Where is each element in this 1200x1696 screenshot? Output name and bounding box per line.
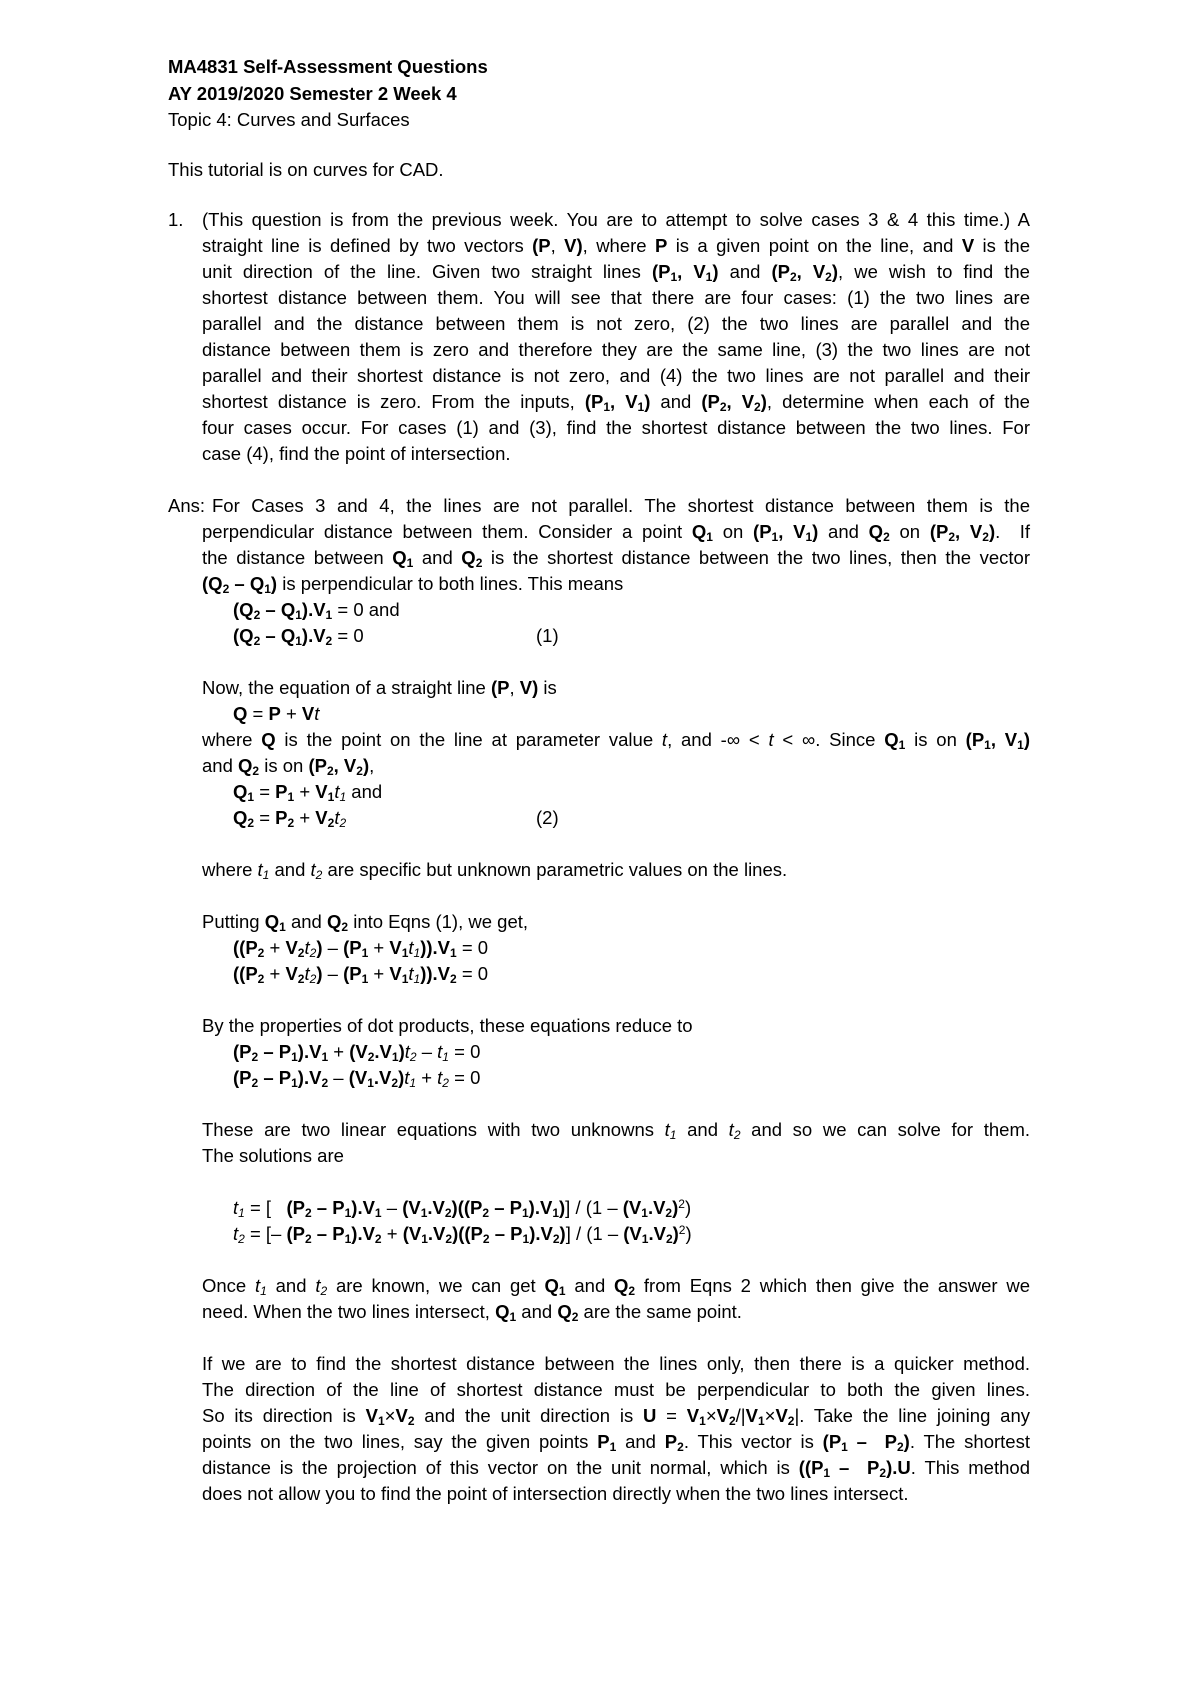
equation-3b: $((P_2 + V_2t_2) - (P_1 + V_1t_1)).V_2 = 0$: [233, 963, 489, 986]
equation-number-2: (2): [536, 807, 559, 828]
topic-line: Topic 4: Curves and Surfaces: [168, 109, 410, 130]
answer-paragraph-5: Putting $Q_1$ and $Q_2$ into Eqns (1), we get,: [202, 911, 529, 934]
answer-line: need. When the two lines intersect, $Q_1$ and $Q_2$ are the same point.: [202, 1301, 742, 1324]
equation-1a: $(Q_2 - Q_1).V_1 = 0$ and: [233, 599, 400, 622]
solution-t2: $t_2$ = [– $(P_2 - P_1).V_2 + (V_1.V_2)((P_2 - P_1).V_2)] / (1 - (V_1.V_2)^2)$: [233, 1223, 692, 1246]
question-line: shortest distance is zero. From the inputs, ($P_1$, $V_1$) and ($P_2$, $V_2$), determine when each of the: [202, 391, 1030, 414]
equation-4a: $(P_2 - P_1).V_1 + (V_2.V_1)t_2 - t_1 = 0$: [233, 1041, 481, 1064]
question-line: straight line is defined by two vectors (P, V), where P is a given point on the line, and V is the: [202, 235, 1031, 256]
question-line: (This question is from the previous week. You are to attempt to solve cases 3 & 4 this time.) A: [202, 209, 1030, 230]
question-line: distance between them is zero and therefore they are the same line, (3) the two lines are not: [202, 339, 1030, 360]
answer-line: If we are to find the shortest distance between the lines only, then there is a quicker method.: [202, 1353, 1030, 1374]
answer-line: So its direction is $V_1\times V_2$ and the unit direction is $U = V_1\times V_2/|V_1\times V_2|$. Take the line joining any: [202, 1405, 1030, 1428]
equation-2b: $Q_2 = P_2 + V_2t_2$: [233, 807, 347, 830]
question-line: parallel and the distance between them is not zero, (2) the two lines are parallel and the: [202, 313, 1030, 334]
answer-line: does not allow you to find the point of intersection directly when the two lines intersect.: [202, 1483, 909, 1504]
course-title: MA4831 Self-Assessment Questions: [168, 56, 488, 77]
answer-line: For Cases 3 and 4, the lines are not parallel. The shortest distance between them is the: [212, 495, 1030, 516]
answer-line: Once $t_1$ and $t_2$ are known, we can get $Q_1$ and $Q_2$ from Eqns 2 which then give the answer we: [202, 1275, 1030, 1298]
equation-2a: $Q_1 = P_1 + V_1t_1$ and: [233, 781, 383, 804]
intro-text: This tutorial is on curves for CAD.: [168, 159, 444, 180]
answer-line: The direction of the line of shortest distance must be perpendicular to both the given lines.: [202, 1379, 1030, 1400]
solution-t1: $t_1$ = [ $(P_2 - P_1).V_1 - (V_1.V_2)((P_2 - P_1).V_1)] / (1 - (V_1.V_2)^2)$: [233, 1197, 692, 1220]
semester-line: AY 2019/2020 Semester 2 Week 4: [168, 83, 457, 104]
question-number: 1.: [168, 209, 184, 230]
answer-paragraph-3: where Q is the point on the line at parameter value t, and -∞ < t < ∞. Since $Q_1$ is on ($P_1$, $V_1$): [202, 729, 1031, 752]
answer-line: the distance between $Q_1$ and $Q_2$ is the shortest distance between the two lines, then the vector: [202, 547, 1030, 570]
answer-paragraph-2: Now, the equation of a straight line (P, V) is: [202, 677, 557, 698]
answer-line: distance is the projection of this vector on the unit normal, which is ($(P_1 - P_2).U$. This method: [202, 1457, 1030, 1480]
answer-paragraph-3-end: and $Q_2$ is on ($P_2$, $V_2$),: [202, 755, 375, 778]
answer-paragraph-7-end: The solutions are: [202, 1145, 344, 1166]
answer-line: points on the two lines, say the given points $P_1$ and $P_2$. This vector is $(P_1 - P_2)$. The shortest: [202, 1431, 1030, 1454]
answer-line: $(Q_2 - Q_1)$ is perpendicular to both lines. This means: [202, 573, 624, 596]
answer-paragraph-6: By the properties of dot products, these equations reduce to: [202, 1015, 693, 1036]
equation-4b: $(P_2 - P_1).V_2 - (V_1.V_2)t_1 + t_2 = 0$: [233, 1067, 481, 1090]
question-line: unit direction of the line. Given two straight lines ($P_1$, $V_1$) and ($P_2$, $V_2$), we wish to find the: [202, 261, 1030, 284]
equation-1b: $(Q_2 - Q_1).V_2 = 0$: [233, 625, 364, 648]
equation-3a: $((P_2 + V_2t_2) - (P_1 + V_1t_1)).V_1 = 0$: [233, 937, 489, 960]
question-line: parallel and their shortest distance is not zero, and (4) the two lines are not parallel and their: [202, 365, 1030, 386]
question-line: shortest distance between them. You will see that there are four cases: (1) the two lines are: [202, 287, 1030, 308]
answer-paragraph-4: where $t_1$ and $t_2$ are specific but unknown parametric values on the lines.: [202, 859, 788, 882]
answer-label: Ans:: [168, 495, 206, 516]
equation-line: Q = P + Vt: [233, 703, 320, 724]
equation-number-1: (1): [536, 625, 559, 646]
question-line: four cases occur. For cases (1) and (3), find the shortest distance between the two lines. For: [202, 417, 1030, 438]
question-line: case (4), find the point of intersection.: [202, 443, 511, 464]
answer-line: perpendicular distance between them. Consider a point $Q_1$ on ($P_1$, $V_1$) and $Q_2$ on ($P_2$, $V_2$). If: [202, 521, 1031, 544]
answer-paragraph-7: These are two linear equations with two unknowns $t_1$ and $t_2$ and so we can solve for them.: [202, 1119, 1031, 1142]
